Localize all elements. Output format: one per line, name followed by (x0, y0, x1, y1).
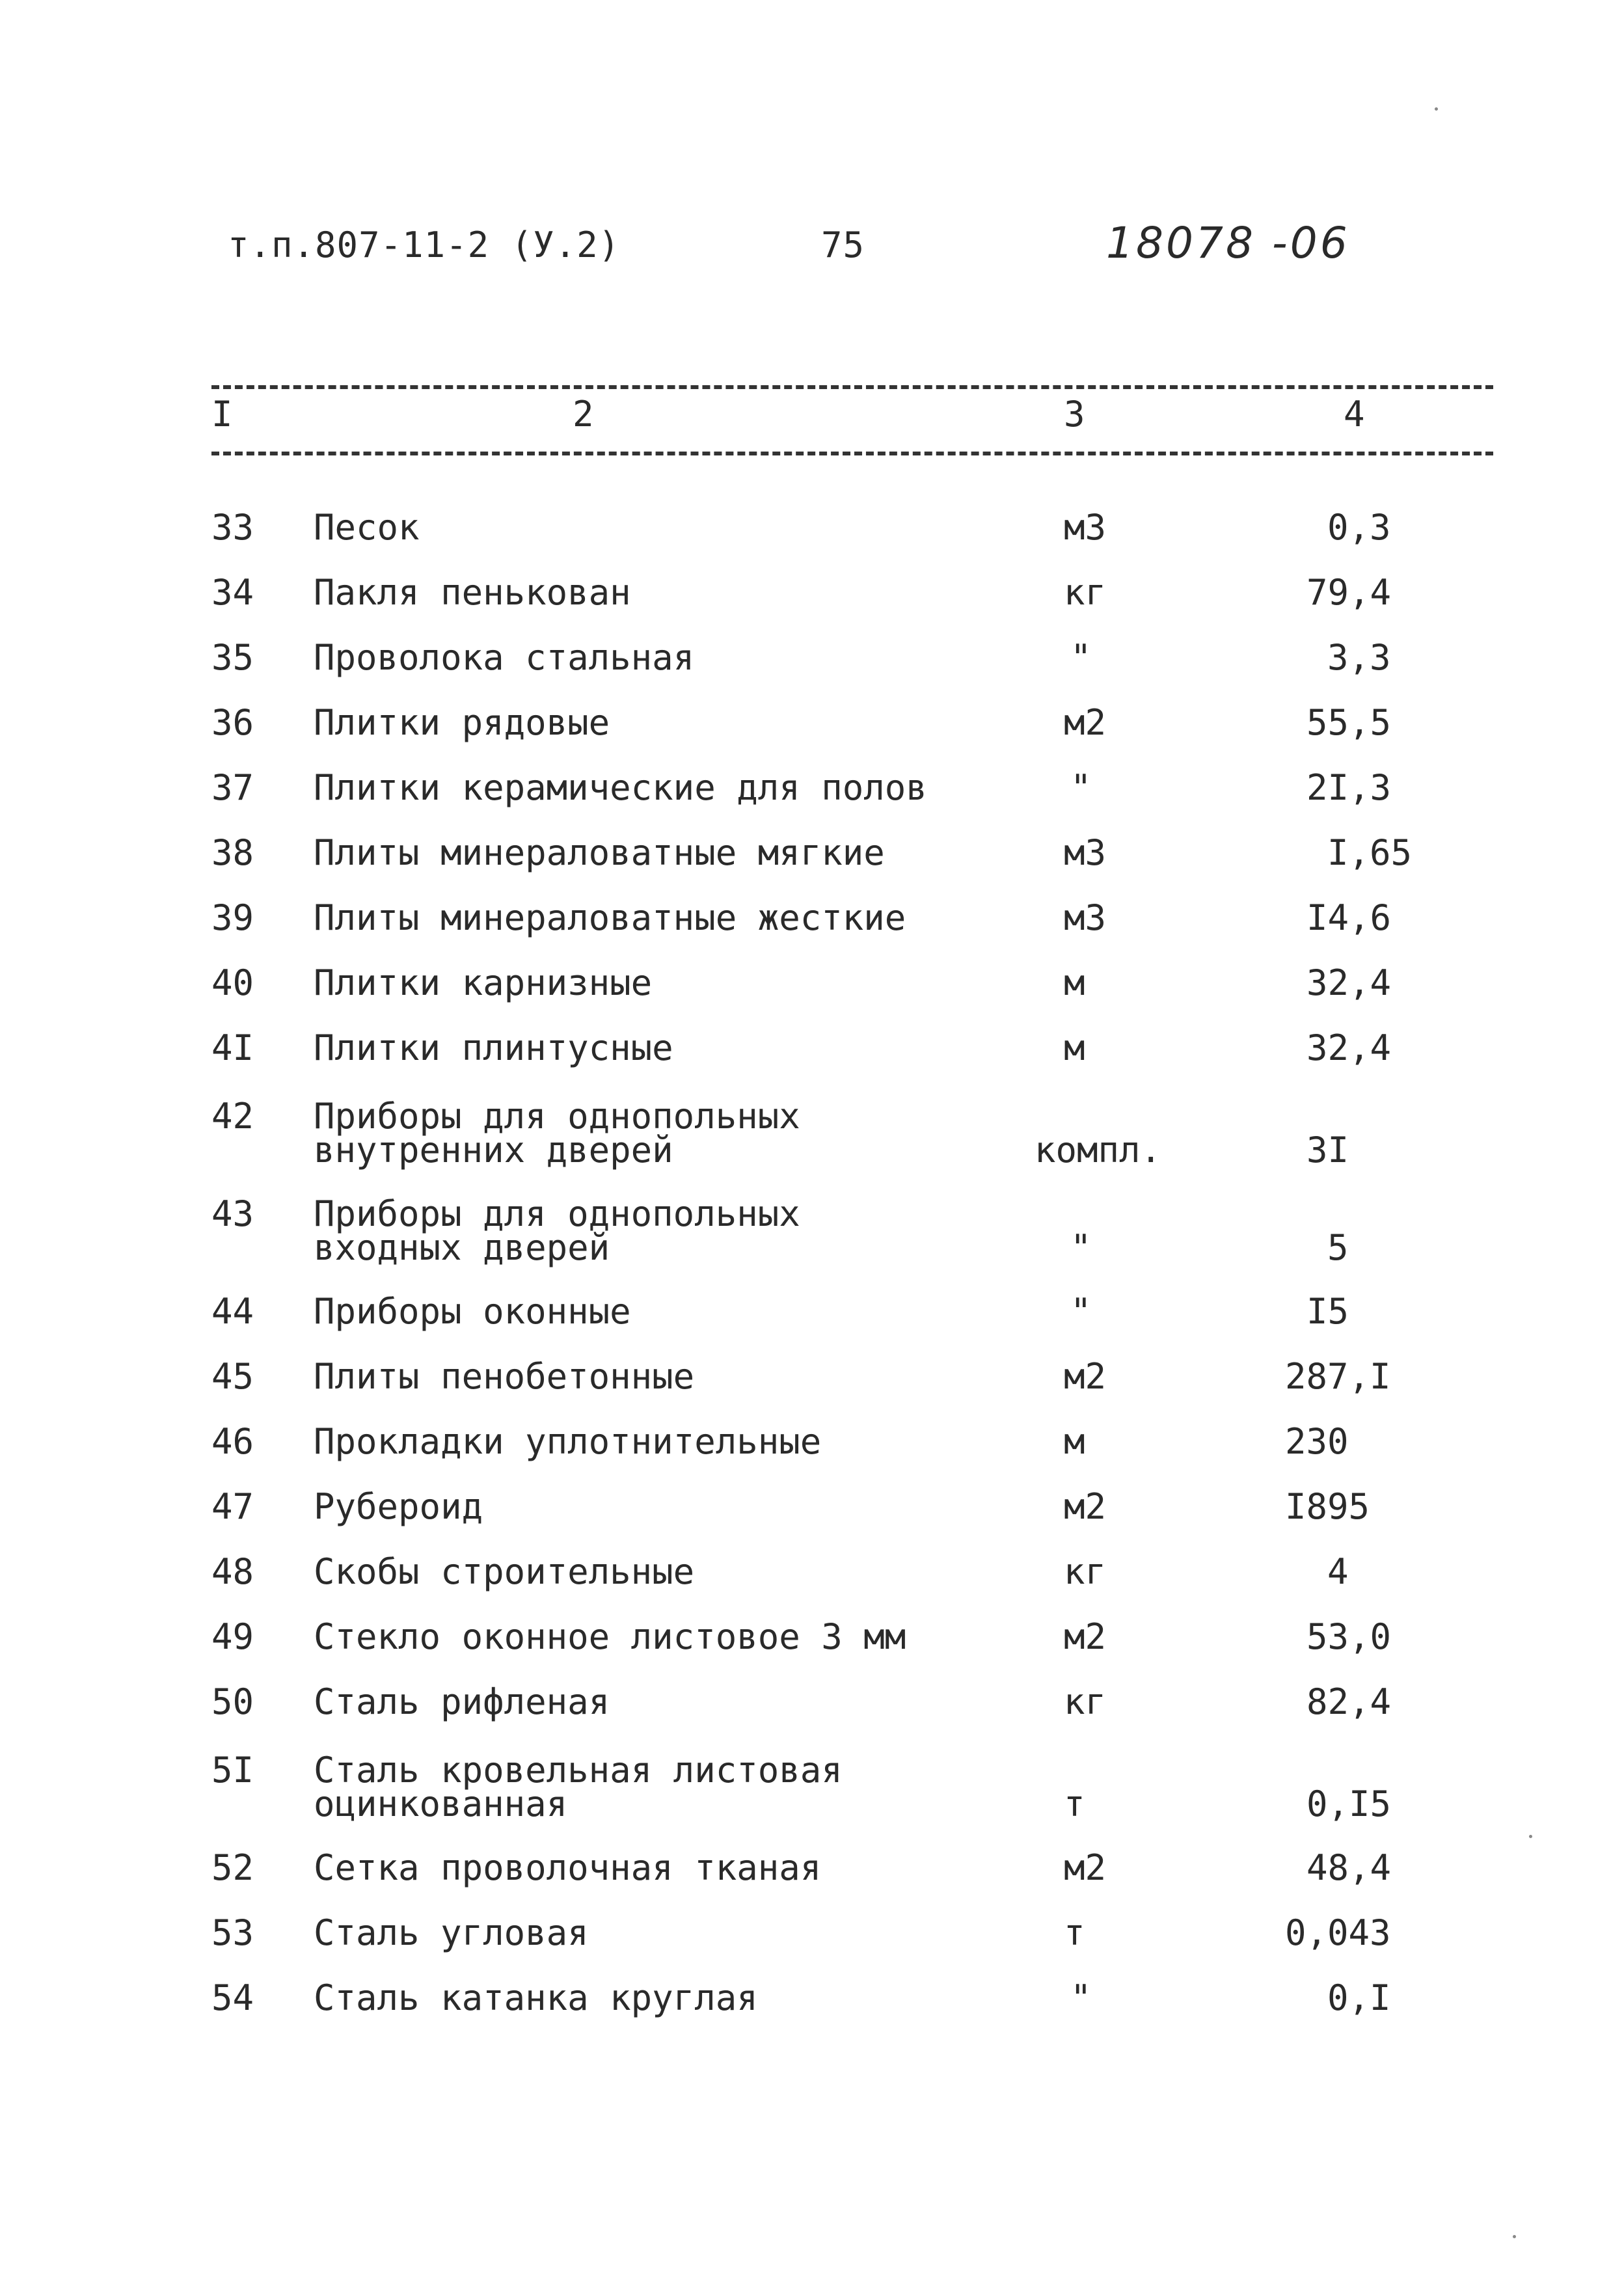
quantity-value: I,65 (1327, 832, 1413, 873)
quantity-value: I5 (1306, 1291, 1349, 1332)
quantity-value: 55,5 (1306, 702, 1392, 743)
unit-of-measure: м3 (1064, 832, 1107, 873)
row-number: 40 (211, 962, 254, 1003)
material-name: Приборы для однопольных внутренних дверей (314, 1096, 800, 1171)
unit-of-measure: м2 (1064, 1616, 1107, 1657)
unit-of-measure: м3 (1064, 507, 1107, 548)
quantity-value: 53,0 (1306, 1616, 1392, 1657)
scan-speck (1435, 107, 1438, 111)
document-code: т.п.807-11-2 (У.2) (228, 224, 621, 265)
row-number: 44 (211, 1291, 254, 1332)
row-number: 49 (211, 1616, 254, 1657)
quantity-value: 230 (1285, 1421, 1349, 1462)
quantity-value: 32,4 (1306, 962, 1392, 1003)
quantity-value: 2I,3 (1306, 767, 1392, 808)
row-number: 33 (211, 507, 254, 548)
column-header-4: 4 (1344, 394, 1365, 435)
unit-of-measure: м2 (1064, 1486, 1107, 1527)
material-name: Сетка проволочная тканая (314, 1847, 822, 1888)
material-name: Песок (314, 507, 420, 548)
row-number: 52 (211, 1847, 254, 1888)
row-number: 37 (211, 767, 254, 808)
material-name: Плитки керамические для полов (314, 767, 927, 808)
material-name: Плиты минераловатные жесткие (314, 897, 906, 938)
quantity-value: 82,4 (1306, 1681, 1392, 1722)
row-number: 4I (211, 1027, 254, 1068)
row-number: 53 (211, 1912, 254, 1953)
unit-of-measure: м (1064, 962, 1085, 1003)
unit-of-measure: м3 (1064, 897, 1107, 938)
row-number: 5I (211, 1750, 254, 1791)
row-number: 39 (211, 897, 254, 938)
scan-speck (1529, 1835, 1532, 1838)
material-name: Плитки карнизные (314, 962, 653, 1003)
archive-number: 18078 -06 (1106, 218, 1350, 268)
unit-of-measure: м (1064, 1421, 1085, 1462)
unit-of-measure: кг (1064, 572, 1107, 613)
row-number: 38 (211, 832, 254, 873)
unit-of-measure: " (1070, 1977, 1092, 2018)
row-number: 46 (211, 1421, 254, 1462)
unit-of-measure: т (1064, 1912, 1085, 1953)
row-number: 45 (211, 1356, 254, 1397)
material-name: Сталь угловая (314, 1912, 589, 1953)
quantity-value: 32,4 (1306, 1027, 1392, 1068)
material-name: Прокладки уплотнительные (314, 1421, 822, 1462)
quantity-value: I895 (1285, 1486, 1370, 1527)
row-number: 47 (211, 1486, 254, 1527)
row-number: 50 (211, 1681, 254, 1722)
unit-of-measure: " (1070, 1291, 1092, 1332)
unit-of-measure: кг (1064, 1681, 1107, 1722)
column-header-1: I (211, 394, 233, 435)
row-number: 36 (211, 702, 254, 743)
row-number: 42 (211, 1096, 254, 1137)
column-header-2: 2 (573, 394, 594, 435)
row-number: 35 (211, 637, 254, 678)
quantity-value: I4,6 (1306, 897, 1392, 938)
quantity-value: 48,4 (1306, 1847, 1392, 1888)
quantity-value: 0,043 (1285, 1912, 1391, 1953)
table-header-bottom-rule (211, 452, 1493, 455)
quantity-value: 0,I (1327, 1977, 1391, 2018)
unit-of-measure: кг (1064, 1551, 1107, 1592)
material-name: Плиты пенобетонные (314, 1356, 695, 1397)
material-name: Скобы строительные (314, 1551, 695, 1592)
material-name: Плитки плинтусные (314, 1027, 673, 1068)
unit-of-measure: " (1070, 1227, 1092, 1268)
material-name: Приборы оконные (314, 1291, 631, 1332)
unit-of-measure: компл. (1035, 1130, 1162, 1171)
quantity-value: 0,I5 (1306, 1783, 1392, 1824)
material-name: Сталь кровельная листовая оцинкованная (314, 1750, 843, 1824)
column-header-3: 3 (1064, 394, 1085, 435)
material-name: Плитки рядовые (314, 702, 610, 743)
row-number: 54 (211, 1977, 254, 2018)
material-name: Проволока стальная (314, 637, 695, 678)
unit-of-measure: " (1070, 637, 1092, 678)
quantity-value: 4 (1327, 1551, 1349, 1592)
scan-speck (1513, 2235, 1516, 2238)
quantity-value: 3,3 (1327, 637, 1391, 678)
unit-of-measure: м (1064, 1027, 1085, 1068)
unit-of-measure: " (1070, 767, 1092, 808)
quantity-value: 79,4 (1306, 572, 1392, 613)
material-name: Приборы для однопольных входных дверей (314, 1193, 800, 1268)
unit-of-measure: т (1064, 1783, 1085, 1824)
row-number: 34 (211, 572, 254, 613)
row-number: 48 (211, 1551, 254, 1592)
material-name: Сталь рифленая (314, 1681, 610, 1722)
material-name: Сталь катанка круглая (314, 1977, 758, 2018)
quantity-value: 3I (1306, 1130, 1349, 1171)
quantity-value: 5 (1327, 1227, 1349, 1268)
page-number: 75 (821, 224, 865, 265)
quantity-value: 287,I (1285, 1356, 1391, 1397)
unit-of-measure: м2 (1064, 1847, 1107, 1888)
quantity-value: 0,3 (1327, 507, 1391, 548)
row-number: 43 (211, 1193, 254, 1234)
material-name: Рубероид (314, 1486, 483, 1527)
unit-of-measure: м2 (1064, 1356, 1107, 1397)
unit-of-measure: м2 (1064, 702, 1107, 743)
material-name: Стекло оконное листовое 3 мм (314, 1616, 906, 1657)
material-name: Пакля пенькован (314, 572, 631, 613)
table-header-top-rule (211, 385, 1493, 389)
material-name: Плиты минераловатные мягкие (314, 832, 885, 873)
